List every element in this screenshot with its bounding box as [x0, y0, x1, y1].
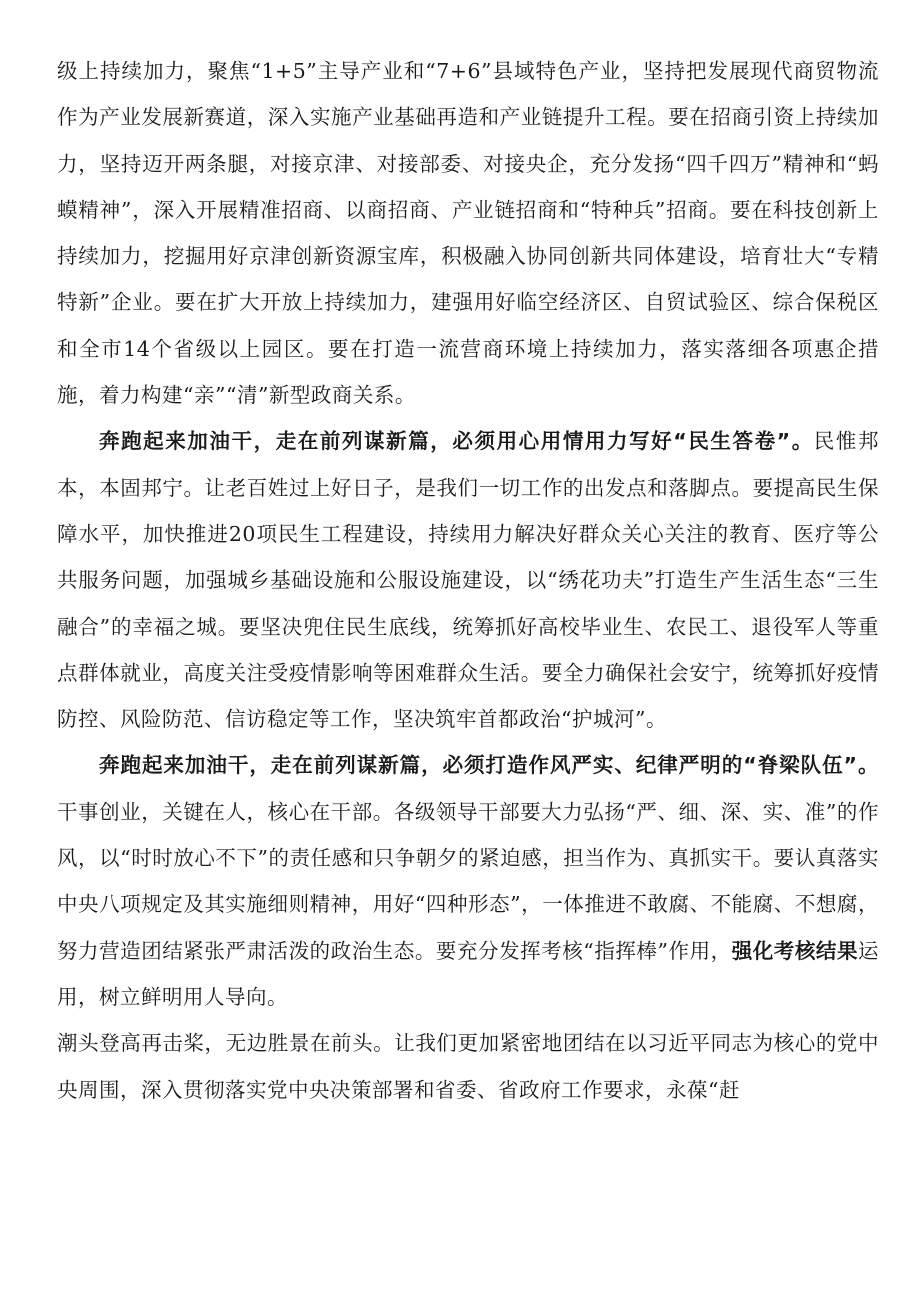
paragraph-team: [57, 742, 879, 1020]
paragraph-text: 潮头登高再击桨，无边胜景在前头。让我们更加紧密地团结在以习近平同志为核心的党中央周围，深入贯彻落实党中央决策部署和省委、省政府工作要求，永葆“赶: [57, 1031, 879, 1102]
paragraph-livelihood: [57, 418, 879, 742]
section-heading-livelihood: 奔跑起来加油干，走在前列谋新篇，必须用心用情用力写好“民生答卷”。: [99, 429, 814, 454]
paragraph-industry: [57, 48, 879, 418]
paragraph-text: 运用，树立鲜明用人导向。: [57, 938, 879, 1009]
document-body: [57, 48, 879, 1113]
inline-emphasis: 强化考核结果: [731, 938, 858, 963]
paragraph-text: 级上持续加力，聚焦“1+5”主导产业和“7+6”县域特色产业，坚持把发展现代商贸物流作为产业发展新赛道，深入实施产业基础再造和产业链提升工程。要在招商引资上持续加力，坚持迈开两条腿，对接京津、对接部委、对接央企，充分发扬“四千四万”精神和“蚂蟆精神”，深入开展精准招商、以商招商、产业链招商和“特种兵”招商。要在科技创新上持续加力，挖掘用好京津创新资源宝库，积极融入协同创新共同体建设，培育壮大“专精特新”企业。要在扩大开放上持续加力，建强用好临空经济区、自贸试验区、综合保税区和全市14个省级以上园区。要在打造一流营商环境上持续加力，落实落细各项惠企措施，着力构建“亲”“清”新型政商关系。: [57, 59, 879, 408]
section-heading-team: 奔跑起来加油干，走在前列谋新篇，必须打造作风严实、纪律严明的“脊梁队伍”。: [99, 753, 879, 778]
paragraph-text: 民惟邦本，本固邦宁。让老百姓过上好日子，是我们一切工作的出发点和落脚点。要提高民生保障水平，加快推进20项民生工程建设，持续用力解决好群众关心关注的教育、医疗等公共服务问题，加强城乡基础设施和公服设施建设，以“绣花功夫”打造生产生活生态“三生融合”的幸福之城。要坚决兜住民生底线，统筹抓好高校毕业生、农民工、退役军人等重点群体就业，高度关注受疫情影响等困难群众生活。要全力确保社会安宁，统筹抓好疫情防控、风险防范、信访稳定等工作，坚决筑牢首都政治“护城河”。: [57, 429, 880, 732]
paragraph-closing: [57, 1020, 879, 1113]
paragraph-text: 干事创业，关键在人，核心在干部。各级领导干部要大力弘扬“严、细、深、实、准”的作风，以“时时放心不下”的责任感和只争朝夕的紧迫感，担当作为、真抓实干。要认真落实中央八项规定及其实施细则精神，用好“四种形态”，一体推进不敢腐、不能腐、不想腐，努力营造团结紧张严肃活泼的政治生态。要充分发挥考核“指挥棒”作用，: [57, 799, 879, 963]
